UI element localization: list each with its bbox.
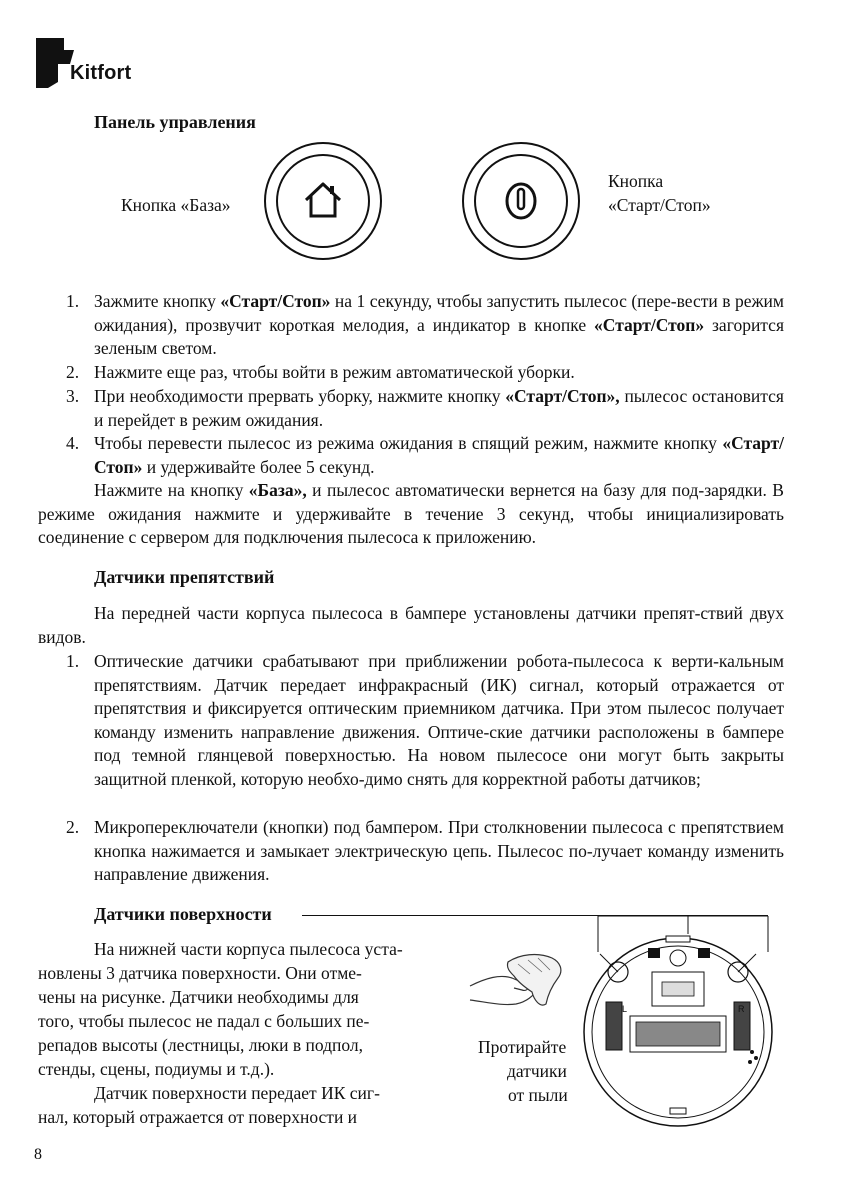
power-icon (501, 179, 541, 223)
step-number: 4. (66, 433, 80, 453)
step-text: Нажмите еще раз, чтобы войти в режим автоматической уборки. (94, 362, 575, 382)
base-button-label: Кнопка «База» (121, 195, 231, 215)
wipe-label-line3: от пыли (508, 1085, 568, 1105)
obstacle-item-number: 1. (66, 651, 80, 671)
wipe-label-line2: датчики (507, 1061, 567, 1081)
left-wheel-mark: L (622, 1004, 628, 1014)
step-number: 2. (66, 362, 80, 382)
start-stop-button[interactable] (462, 142, 580, 260)
surface-text-line: репадов высоты (лестницы, люки в подпол, (38, 1035, 364, 1055)
obstacle-sensors-heading: Датчики препятствий (94, 567, 275, 587)
surface-text-line: нал, который отражается от поверхности и (38, 1107, 358, 1127)
surface-text-line: новлены 3 датчика поверхности. Они отме- (38, 963, 362, 983)
home-icon (301, 178, 345, 222)
step-text: При необходимости прервать уборку, нажмите кнопку «Старт/Стоп», пылесос остановится и перейдет в режим ожидания. (94, 386, 784, 430)
robot-underside-diagram (578, 912, 778, 1132)
surface-text-line: стенды, сцены, подиумы и т.д.). (38, 1059, 275, 1079)
brand-name: Kitfort (70, 62, 132, 84)
step-number: 3. (66, 386, 80, 406)
step-text: Чтобы перевести пылесос из режима ожидания в спящий режим, нажмите кнопку «Старт/Стоп» и удерживайте более 5 секунд. (94, 433, 784, 477)
right-wheel-mark: R (738, 1004, 745, 1014)
obstacle-item-text: Оптические датчики срабатывают при приближении робота-пылесоса к верти-кальным препятствиям. Датчик передает инфракрасный (ИК) сигнал, который отражается от препятствия и фиксируется оптическим приемником датчика. При этом пылесос получает команду изменить направление движения. Оптиче-ские датчики расположены в бампере под темной глянцевой поверхностью. На новом пылесосе они могут быть закрыты защитной пленкой, которую необхо-димо снять для корректной работы датчиков; (94, 651, 784, 789)
step-number: 1. (66, 291, 80, 311)
start-stop-label-line1: Кнопка (608, 171, 664, 191)
start-stop-label-line2: «Старт/Стоп» (608, 195, 711, 215)
surface-text-line: На нижней части корпуса пылесоса уста- (94, 939, 403, 959)
surface-text-line: того, чтобы пылесос не падал с больших пе- (38, 1011, 370, 1031)
control-panel-heading: Панель управления (94, 112, 256, 132)
obstacle-item-number: 2. (66, 817, 80, 837)
surface-sensors-heading: Датчики поверхности (94, 904, 272, 924)
page-number: 8 (34, 1146, 42, 1163)
wipe-label-line1: Протирайте (478, 1037, 567, 1057)
base-paragraph: Нажмите на кнопку «База», и пылесос автоматически вернется на базу для под-зарядки. В режиме ожидания нажмите и удерживайте в течение 3 секунд, чтобы инициализировать соединение с сервером для подключения пылесоса к приложению. (38, 480, 784, 547)
surface-text-line: чены на рисунке. Датчики необходимы для (38, 987, 359, 1007)
obstacle-item-text: Микропереключатели (кнопки) под бампером. При столкновении пылесоса с препятствием кнопка нажимается и замыкает электрическую цепь. Пылесос по-лучает команду изменить направление движения. (94, 817, 784, 884)
base-button[interactable] (264, 142, 382, 260)
surface-text-line: Датчик поверхности передает ИК сиг- (94, 1083, 380, 1103)
obstacle-intro: На передней части корпуса пылесоса в бампере установлены датчики препят-ствий двух видов. (38, 603, 784, 647)
wiping-hand-illustration (468, 948, 568, 1028)
step-text: Зажмите кнопку «Старт/Стоп» на 1 секунду, чтобы запустить пылесос (пере-вести в режим ожидания), прозвучит короткая мелодия, а индикатор в кнопке «Старт/Стоп» загорится зеленым светом. (94, 291, 784, 358)
